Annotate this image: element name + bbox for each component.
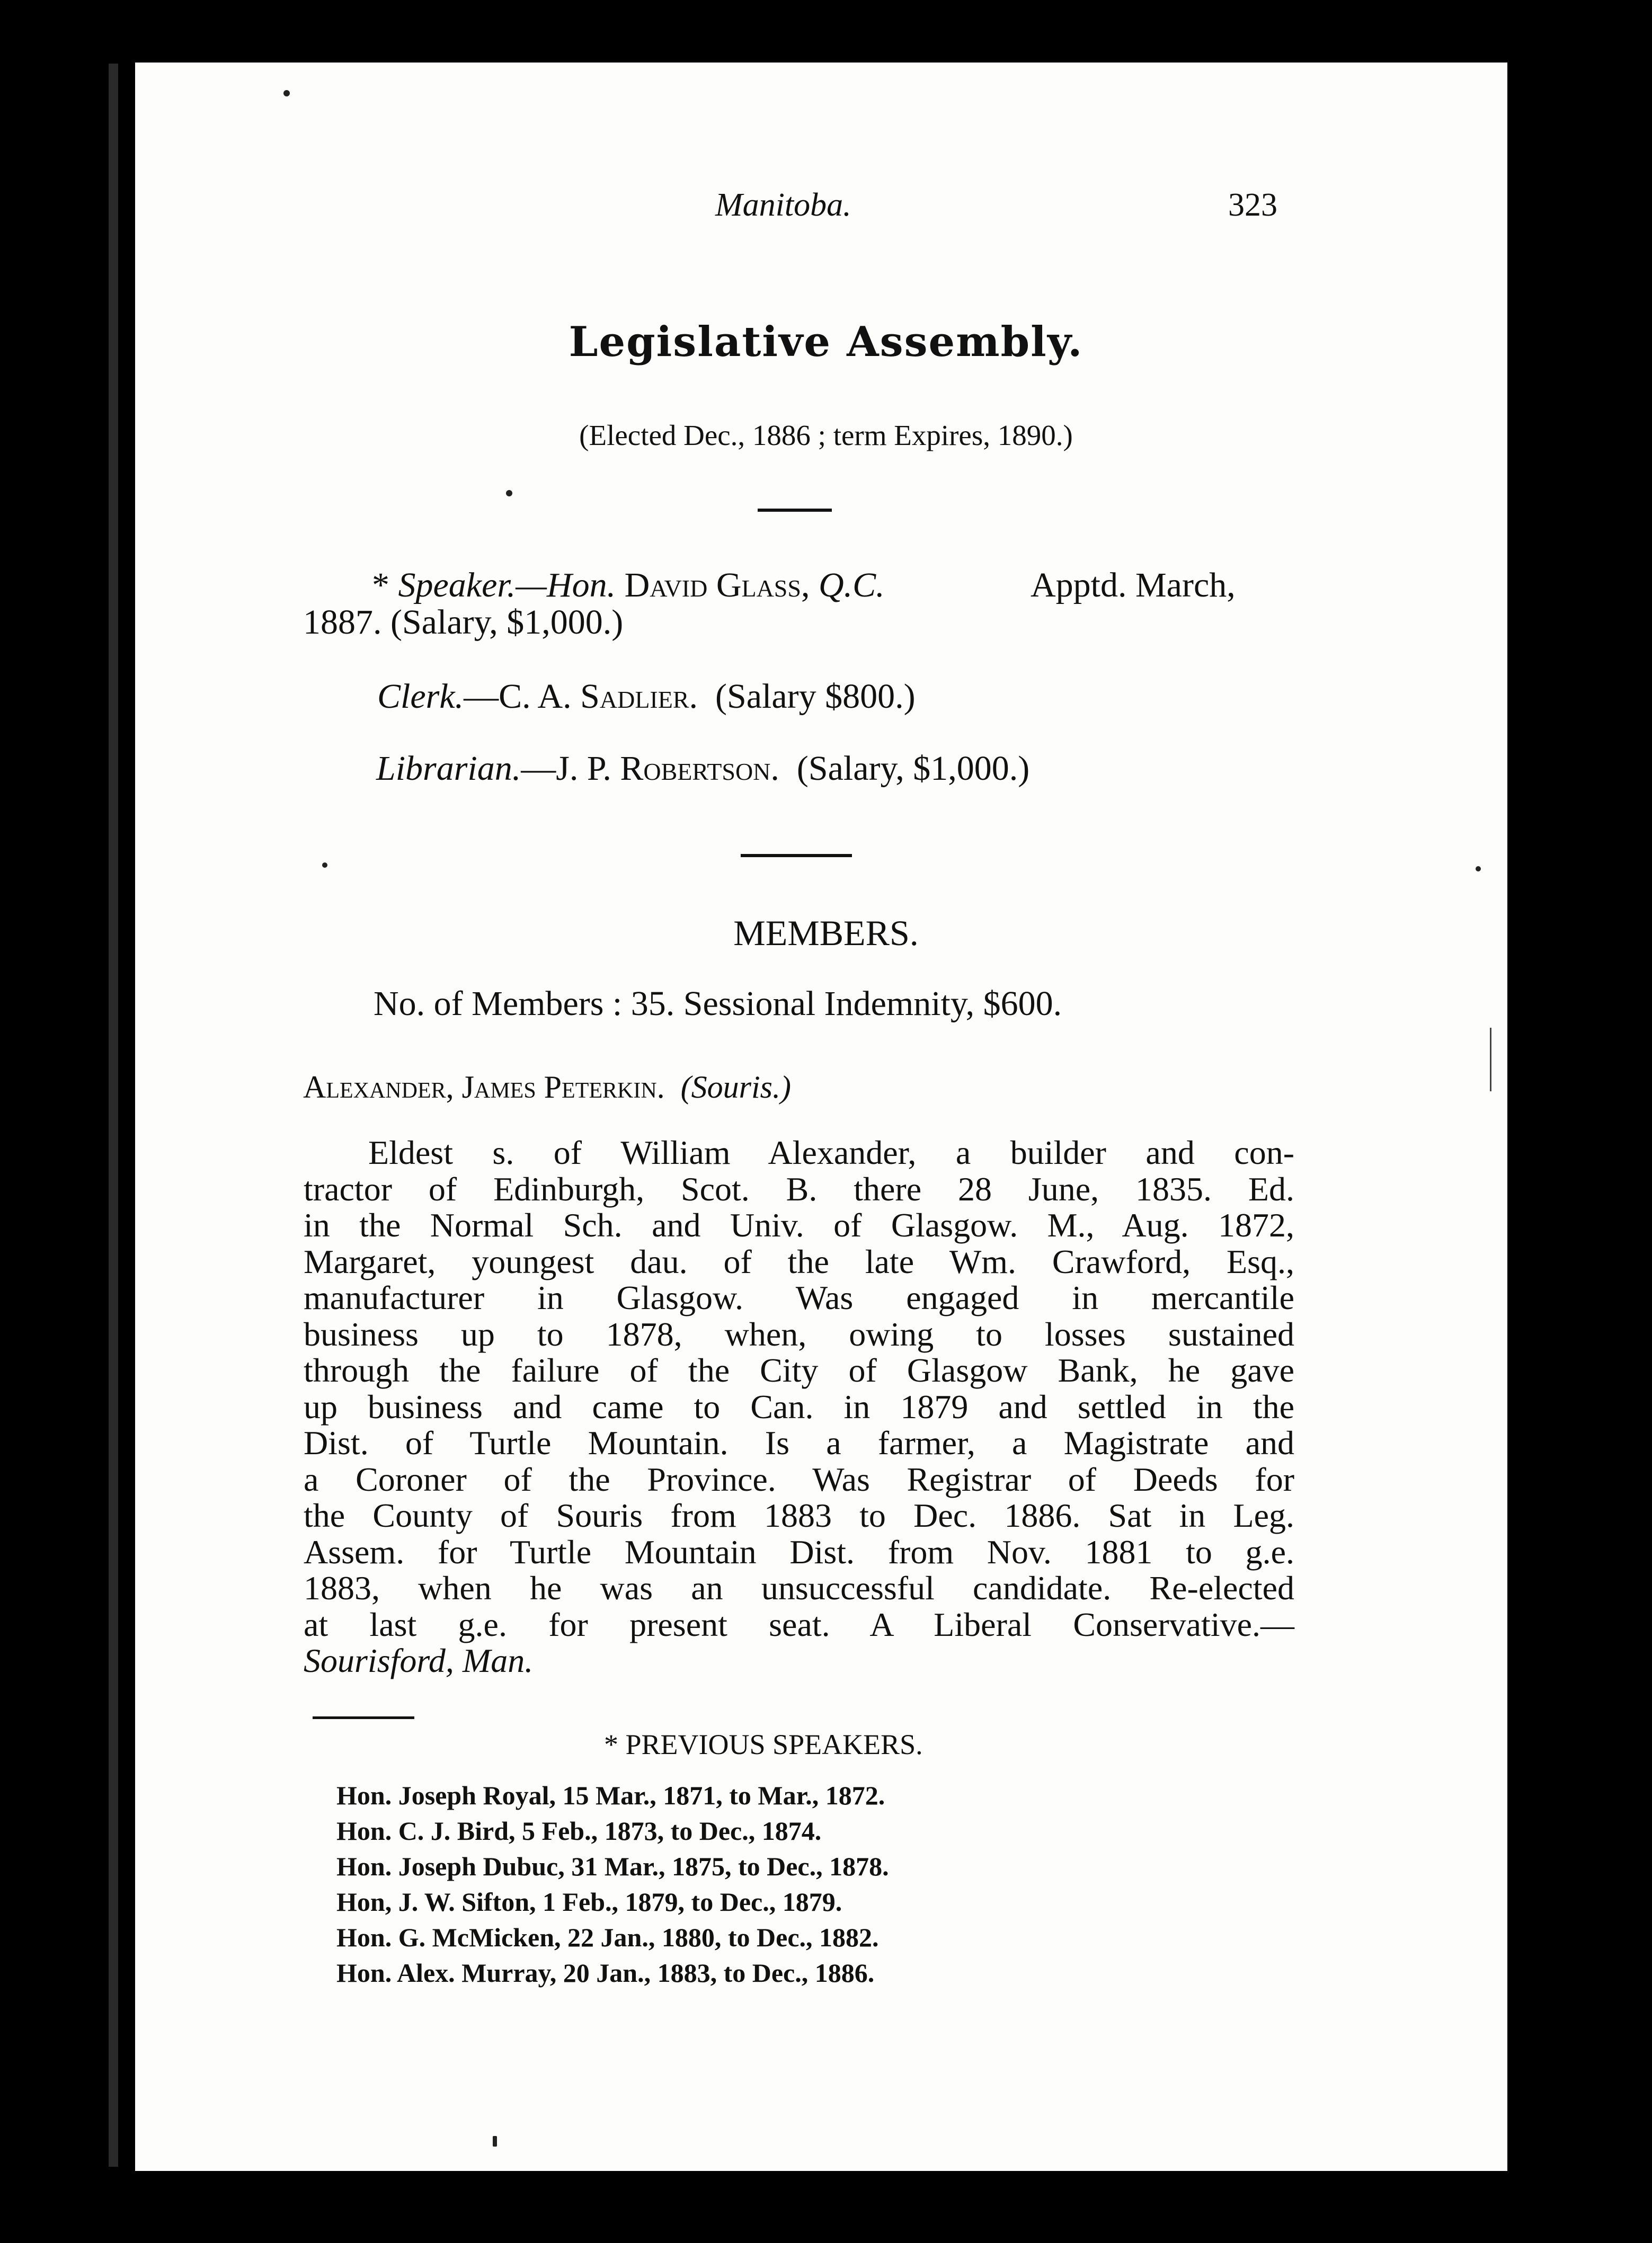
- member-name: Alexander, James Peterkin.: [303, 1070, 665, 1105]
- librarian-name: —J. P. Robertson.: [521, 749, 779, 788]
- bio-line: Assem. for Turtle Mountain Dist. from Nov. 1881 to g.e.: [304, 1533, 1294, 1571]
- speaker-appointed: Apptd. March,: [1031, 566, 1236, 604]
- running-head: Manitoba.: [715, 187, 851, 223]
- bio-line: 1883, when he was an unsuccessful candidate. Re-elected: [304, 1569, 1294, 1607]
- scan-border-shadow: [109, 64, 118, 2167]
- member-biography: [304, 1135, 1294, 1679]
- scan-speck: [506, 490, 512, 496]
- bio-line: at last g.e. for present seat. A Liberal Conservative.—: [304, 1605, 1294, 1643]
- term-note: (Elected Dec., 1886 ; term Expires, 1890.): [579, 419, 1073, 451]
- previous-speakers-heading: * PREVIOUS SPEAKERS.: [604, 1729, 923, 1760]
- bio-line: through the failure of the City of Glasgow Bank, he gave: [304, 1351, 1294, 1389]
- member-riding: (Souris.): [680, 1070, 792, 1105]
- previous-speakers-list: [336, 1778, 889, 1991]
- scan-speck: [322, 862, 327, 868]
- clerk-salary: (Salary $800.): [715, 677, 916, 716]
- list-item: Hon. G. McMicken, 22 Jan., 1880, to Dec., 1882.: [336, 1922, 879, 1952]
- speaker-role: Speaker.—Hon.: [398, 566, 616, 604]
- speaker-name: David Glass,: [624, 566, 810, 604]
- page-number: 323: [1228, 187, 1277, 223]
- speaker-salary: 1887. (Salary, $1,000.): [303, 603, 624, 642]
- list-item: Hon. Joseph Royal, 15 Mar., 1871, to Mar., 1872.: [336, 1781, 885, 1810]
- bio-line: in the Normal Sch. and Univ. of Glasgow. M., Aug. 1872,: [304, 1206, 1294, 1244]
- scan-mark: [1490, 1028, 1491, 1091]
- scan-speck: [1476, 866, 1481, 871]
- bio-line: Dist. of Turtle Mountain. Is a farmer, a Magistrate and: [304, 1424, 1294, 1462]
- list-item: Hon, J. W. Sifton, 1 Feb., 1879, to Dec., 1879.: [336, 1887, 842, 1917]
- clerk-line: [377, 679, 916, 714]
- speaker-line: [372, 568, 885, 603]
- bio-line: business up to 1878, when, owing to losses sustained: [304, 1315, 1294, 1353]
- divider-rule: [758, 509, 832, 512]
- bio-line: up business and came to Can. in 1879 and settled in the: [304, 1387, 1294, 1426]
- bio-line: Margaret, youngest dau. of the late Wm. Crawford, Esq.,: [304, 1242, 1294, 1280]
- divider-rule: [741, 854, 852, 857]
- librarian-salary: (Salary, $1,000.): [796, 749, 1030, 788]
- librarian-role: Librarian.: [376, 749, 521, 788]
- members-heading: MEMBERS.: [733, 913, 919, 953]
- bio-line: the County of Souris from 1883 to Dec. 1886. Sat in Leg.: [304, 1497, 1294, 1534]
- scan-speck: [283, 90, 290, 96]
- list-item: Hon. Joseph Dubuc, 31 Mar., 1875, to Dec., 1878.: [336, 1852, 889, 1881]
- member-entry-heading: [303, 1069, 791, 1106]
- bio-line: manufacturer in Glasgow. Was engaged in mercantile: [304, 1279, 1294, 1316]
- section-title: Legislative Assembly.: [569, 318, 1083, 366]
- bio-line: Eldest s. of William Alexander, a builder and con-: [368, 1134, 1294, 1171]
- librarian-line: [376, 751, 1029, 786]
- clerk-role: Clerk.: [377, 677, 464, 716]
- clerk-name: —C. A. Sadlier.: [464, 677, 698, 716]
- members-summary: No. of Members : 35. Sessional Indemnity, $600.: [374, 984, 1062, 1023]
- member-address: Sourisford, Man.: [304, 1642, 534, 1679]
- bio-line: a Coroner of the Province. Was Registrar of Deeds for: [304, 1460, 1294, 1498]
- list-item: Hon. C. J. Bird, 5 Feb., 1873, to Dec., 1874.: [336, 1816, 822, 1846]
- scan-speck: [493, 2136, 497, 2147]
- bio-line: tractor of Edinburgh, Scot. B. there 28 June, 1835. Ed.: [304, 1170, 1294, 1208]
- footnote-rule: [313, 1716, 414, 1719]
- footnote-marker: *: [372, 566, 398, 604]
- list-item: Hon. Alex. Murray, 20 Jan., 1883, to Dec., 1886.: [336, 1958, 875, 1988]
- speaker-qc: Q.C.: [818, 566, 885, 604]
